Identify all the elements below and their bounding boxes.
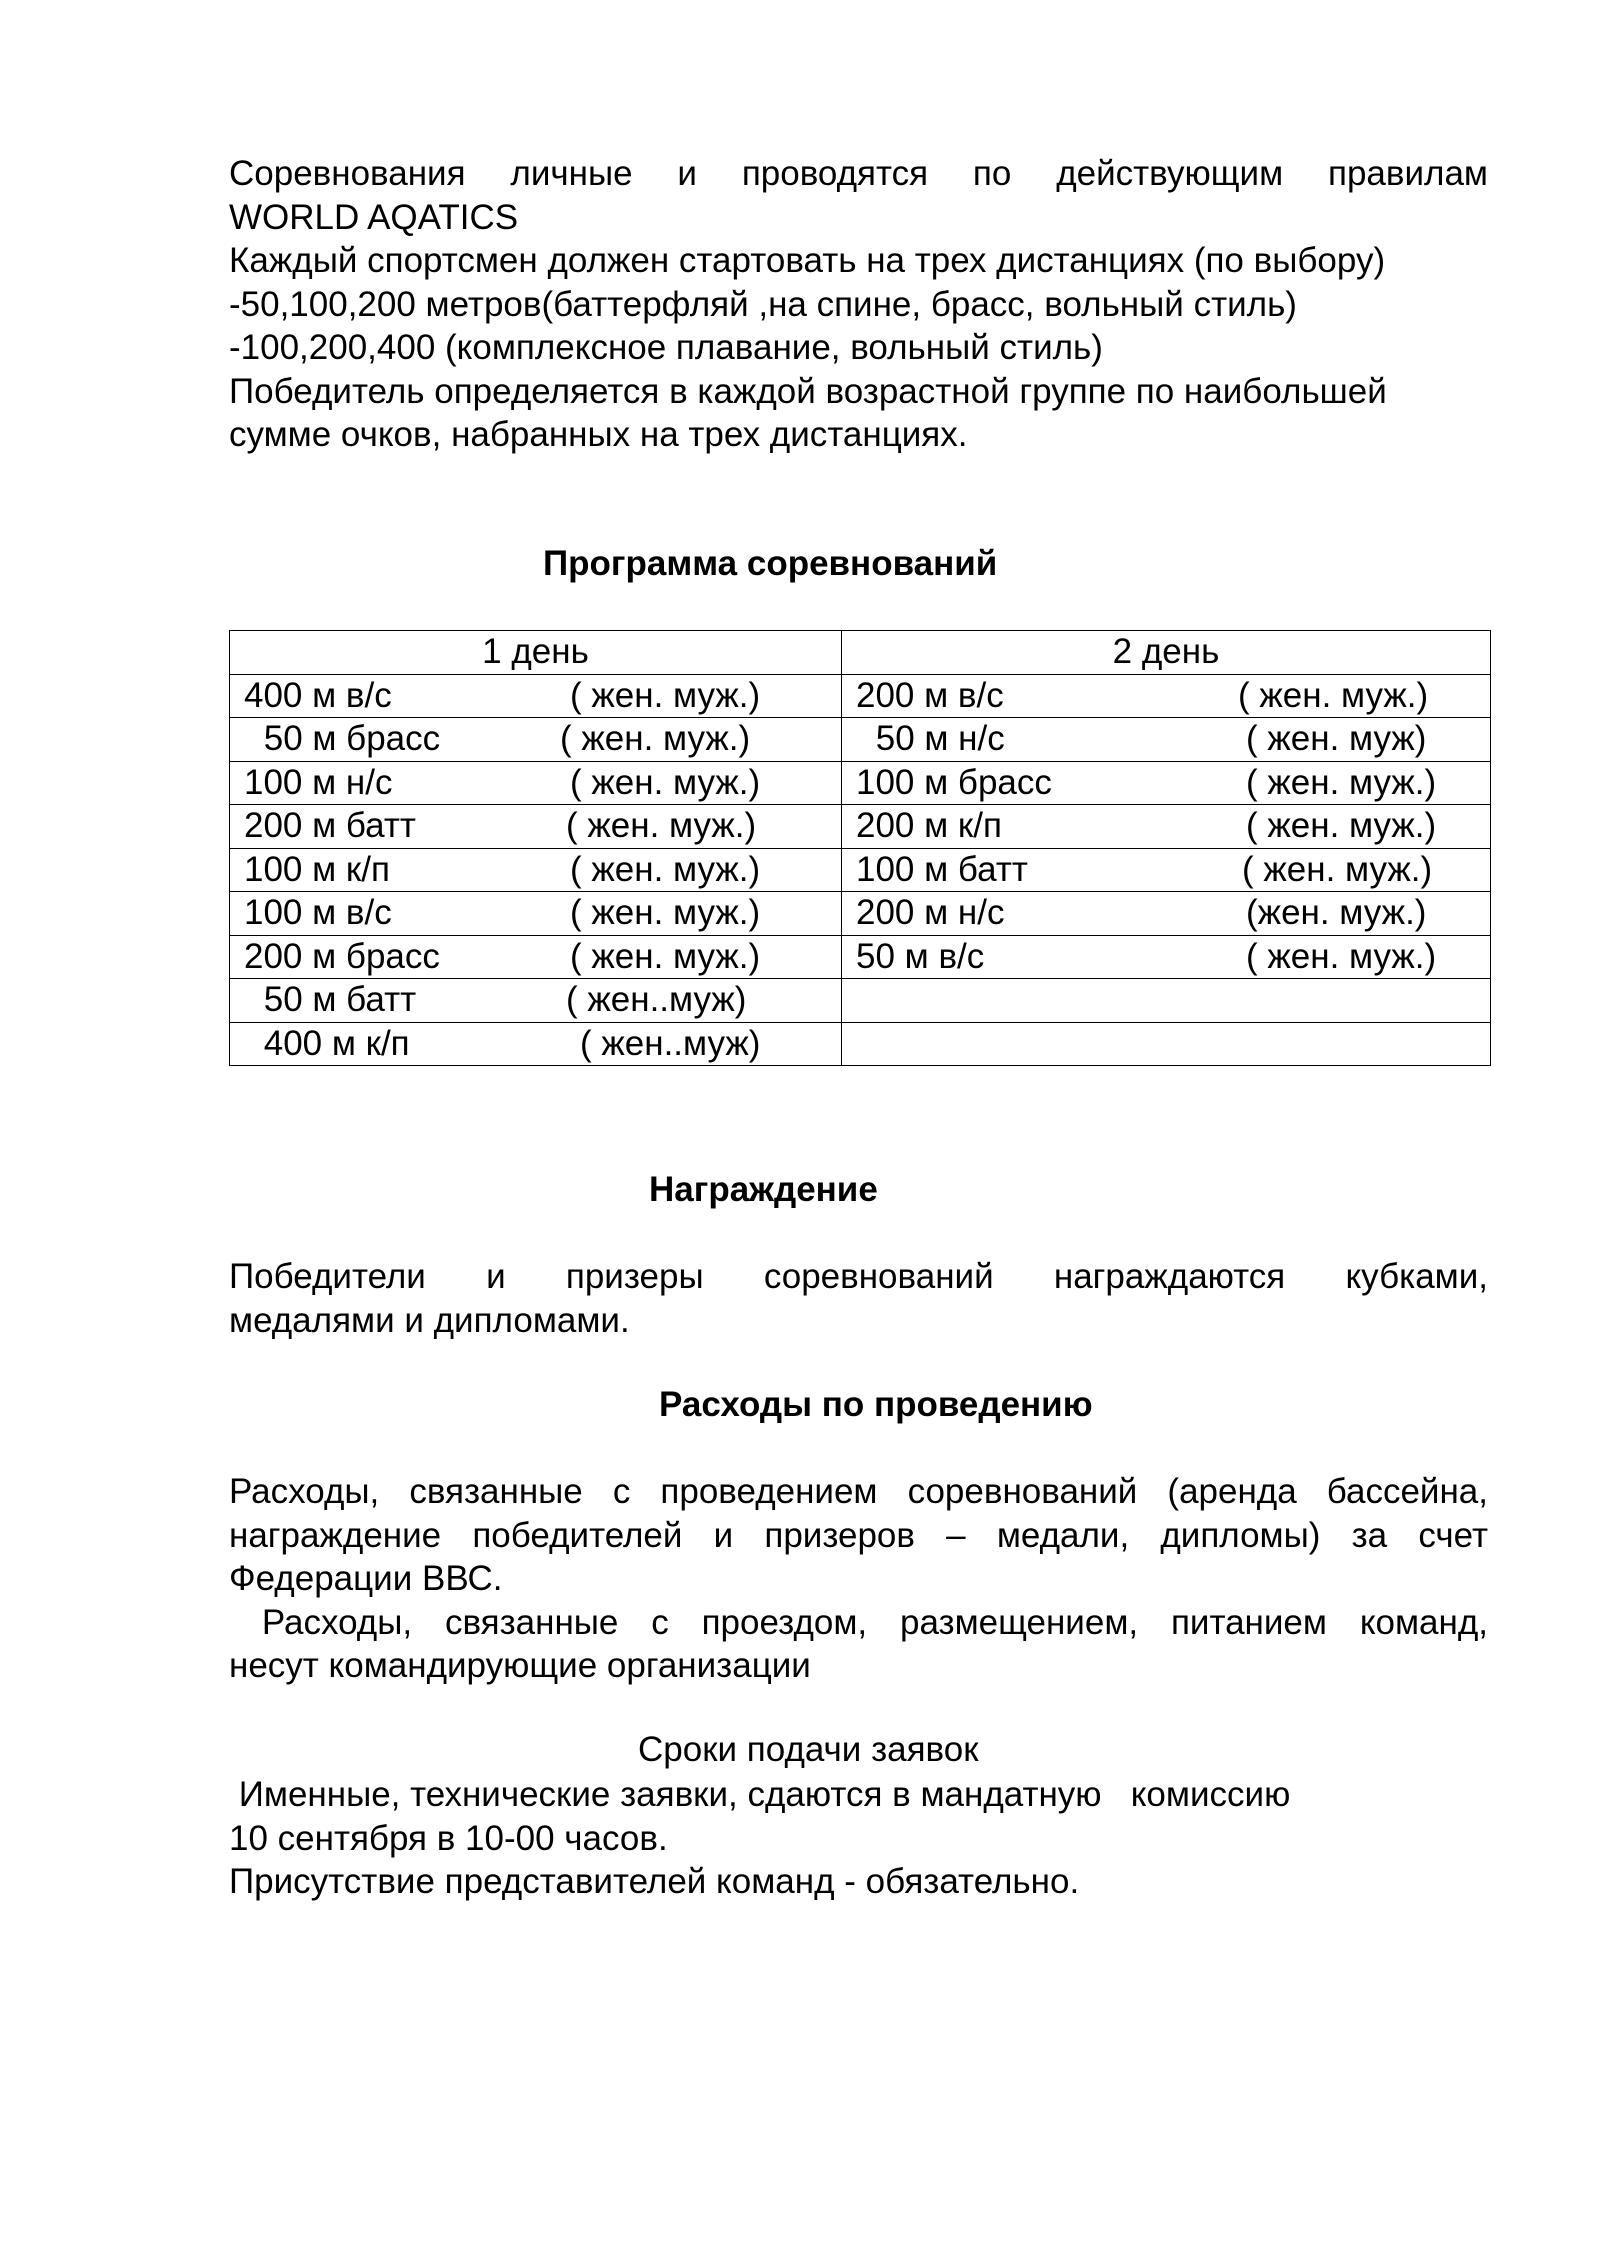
gender-groups: ( жен. муж.) [566, 806, 757, 846]
event-name: 50 м батт [254, 980, 417, 1020]
day2-cell [842, 979, 1491, 1023]
event-name: 50 м брасс [254, 719, 441, 759]
event-name: 100 м к/п [244, 849, 390, 889]
expenses-heading: Расходы по проведению [659, 1385, 1093, 1424]
deadlines-line: Присутствие представителей команд - обязательно. [229, 1862, 1080, 1901]
event-name: 200 м брасс [244, 936, 440, 976]
event-name: 200 м к/п [856, 806, 1002, 846]
day1-cell [230, 761, 842, 805]
table-row [230, 1022, 1491, 1066]
program-table [229, 630, 1491, 1066]
gender-groups: ( жен. муж.) [560, 719, 751, 759]
awards-line: медалями и дипломами. [229, 1300, 630, 1340]
event-name: 200 м н/с [856, 893, 1005, 933]
expenses-line: награждение победителей и призеров – медали, дипломы) за счет [229, 1515, 1488, 1555]
event-name: 50 м н/с [866, 719, 1005, 759]
table-row [230, 848, 1491, 892]
awards-line: Победители и призеры соревнований награждаются кубками, [229, 1257, 1488, 1296]
gender-groups: ( жен. муж.) [570, 762, 761, 802]
expenses-line: несут командирующие организации [229, 1646, 811, 1685]
event-name: 100 м н/с [244, 762, 393, 802]
intro-line: Победитель определяется в каждой возрастной группе по наибольшей [229, 371, 1387, 411]
day1-cell [230, 674, 842, 718]
event-name: 400 м к/п [254, 1023, 410, 1063]
day1-cell [230, 935, 842, 979]
event-name: 200 м батт [244, 806, 416, 846]
gender-groups: ( жен..муж) [566, 980, 747, 1020]
gender-groups: ( жен. муж) [1246, 719, 1427, 759]
intro-paragraph [229, 152, 1488, 457]
expenses-line: Расходы, связанные с проездом, размещением, питанием команд, [229, 1602, 1488, 1642]
table-row [230, 805, 1491, 849]
intro-line: WORLD AQATICS [229, 197, 519, 237]
table-row [230, 674, 1491, 718]
deadlines-line: Именные, технические заявки, сдаются в мандатную комиссию [229, 1775, 1291, 1814]
deadlines-paragraph [229, 1773, 1488, 1904]
day1-cell [230, 892, 842, 936]
intro-line: Каждый спортсмен должен стартовать на трех дистанциях (по выбору) [229, 241, 1386, 280]
event-name: 100 м в/с [244, 893, 392, 933]
event-name: 100 м брасс [856, 762, 1052, 802]
day1-cell [230, 979, 842, 1023]
table-row [230, 718, 1491, 762]
expenses-paragraph [229, 1470, 1488, 1688]
awards-paragraph [229, 1255, 1488, 1342]
intro-line: -50,100,200 метров(баттерфляй ,на спине, брасс, вольный стиль) [229, 284, 1297, 324]
deadlines-line: 10 сентября в 10-00 часов. [229, 1818, 668, 1858]
gender-groups: ( жен..муж) [580, 1023, 761, 1063]
deadlines-heading: Сроки подачи заявок [638, 1730, 979, 1769]
gender-groups: ( жен. муж.) [1246, 806, 1437, 846]
gender-groups: ( жен. муж.) [570, 893, 761, 933]
intro-line: -100,200,400 (комплексное плавание, вольный стиль) [229, 328, 1103, 367]
day1-cell [230, 848, 842, 892]
table-header-row [230, 631, 1491, 675]
day2-header: 2 день [842, 631, 1491, 675]
intro-line: Соревнования личные и проводятся по действующим правилам [229, 154, 1488, 193]
expenses-line: Федерации ВВС. [229, 1559, 503, 1598]
table-row [230, 892, 1491, 936]
gender-groups: ( жен. муж.) [1242, 849, 1433, 889]
event-name: 100 м батт [856, 849, 1028, 889]
table-row [230, 935, 1491, 979]
expenses-line: Расходы, связанные с проведением соревнований (аренда бассейна, [229, 1472, 1488, 1511]
gender-groups: (жен. муж.) [1246, 893, 1427, 933]
day2-cell [842, 761, 1491, 805]
day1-cell [230, 1022, 842, 1066]
event-name: 400 м в/с [244, 675, 392, 715]
day2-cell [842, 674, 1491, 718]
day2-cell [842, 892, 1491, 936]
table-row [230, 979, 1491, 1023]
day2-cell [842, 805, 1491, 849]
day1-header: 1 день [230, 631, 842, 675]
day2-cell [842, 935, 1491, 979]
day2-cell [842, 848, 1491, 892]
table-row [230, 761, 1491, 805]
day2-cell [842, 718, 1491, 762]
gender-groups: ( жен. муж.) [570, 936, 761, 976]
gender-groups: ( жен. муж.) [1238, 675, 1429, 715]
intro-line: сумме очков, набранных на трех дистанциях. [229, 415, 968, 454]
day1-cell [230, 718, 842, 762]
awards-heading: Награждение [649, 1170, 878, 1209]
gender-groups: ( жен. муж.) [570, 675, 761, 715]
day2-cell [842, 1022, 1491, 1066]
gender-groups: ( жен. муж.) [1246, 762, 1437, 802]
day1-cell [230, 805, 842, 849]
gender-groups: ( жен. муж.) [1246, 936, 1437, 976]
event-name: 50 м в/с [856, 936, 985, 976]
program-heading: Программа соревнований [543, 544, 998, 583]
event-name: 200 м в/с [856, 675, 1004, 715]
gender-groups: ( жен. муж.) [570, 849, 761, 889]
